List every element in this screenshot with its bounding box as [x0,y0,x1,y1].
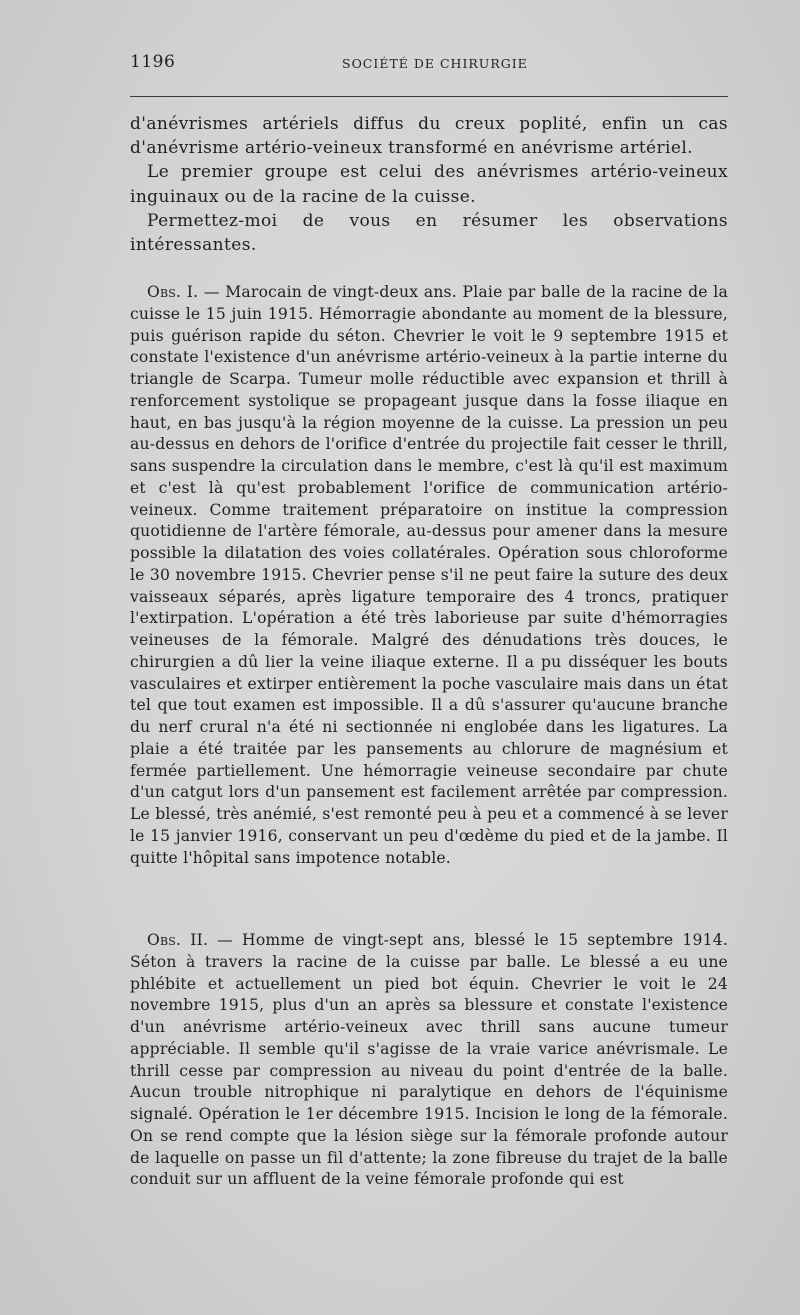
intro-paragraph-observations: Permettez-moi de vous en résumer les observations intéressantes. [130,210,728,256]
observation-1-paragraph [130,282,728,869]
intro-section [130,112,728,257]
intro-paragraph-continued: d'anévrismes artériels diffus du creux poplité, enfin un cas d'anévrisme artério-veineux transformé en anévrisme artériel. [130,114,728,159]
observation-2-text: — Homme de vingt-sept ans, blessé le 15 septembre 1914. Séton à travers la racine de la cuisse par balle. Le blessé a eu une phlébite et actuellement un pied bot équin. Chevrier le voit le 24 novembre 1915, plus d'un an après sa blessure et constate l'existence d'un anévrisme artério-veineux avec thrill sans aucune tumeur appréciable. Il semble qu'il s'agisse de la vraie varice anévrismale. Le thrill cesse par compression au niveau du point d'entrée de la balle. Aucun trouble nitrophique ni paralytique en dehors de l'équinisme signalé. Opération le 1er décembre 1915. Incision le long de la fémorale. On se rend compte que la lésion siège sur la fémorale profonde autour de laquelle on passe un fil d'attente; la zone fibreuse du trajet de la balle conduit sur un affluent de la veine fémorale profonde qui est [130,931,728,1189]
running-title: SOCIÉTÉ DE CHIRURGIE [342,56,528,71]
header-rule [130,96,728,97]
page-number: 1196 [130,52,176,72]
intro-paragraph-first-group: Le premier groupe est celui des anévrismes artério-veineux inguinaux ou de la racine de la cuisse. [130,162,728,207]
observation-1 [130,282,728,869]
observation-2-label: Obs. II. [147,931,209,949]
observation-2-paragraph [130,930,728,1191]
observation-2 [130,930,728,1191]
observation-1-label: Obs. I. [147,283,199,301]
page-header [130,52,730,76]
observation-1-text: — Marocain de vingt-deux ans. Plaie par balle de la racine de la cuisse le 15 juin 1915. Hémorragie abondante au moment de la blessure, puis guérison rapide du séton. Chevrier le voit le 9 septembre 1915 et constate l'existence d'un anévrisme artério-veineux à la partie interne du triangle de Scarpa. Tumeur molle réductible avec expansion et thrill à renforcement systolique se propageant jusque dans la fosse iliaque en haut, en bas jusqu'à la région moyenne de la cuisse. La pression un peu au-dessus en dehors de l'orifice d'entrée du projectile fait cesser le thrill, sans suspendre la circulation dans le membre, c'est là qu'il est maximum et c'est là qu'est probablement l'orifice de communication artério-veineux. Comme traitement préparatoire on institue la compression quotidienne de l'artère fémorale, au-dessus pour amener dans la mesure possible la dilatation des voies collatérales. Opération sous chloroforme le 30 novembre 1915. Chevrier pense s'il ne peut faire la suture des deux vaisseaux séparés, après ligature temporaire des 4 troncs, pratiquer l'extirpation. L'opération a été très laborieuse par suite d'hémorragies veineuses de la fémorale. Malgré des dénudations très douces, le chirurgien a dû lier la veine iliaque externe. Il a pu disséquer les bouts vasculaires et extirper entièrement la poche vasculaire mais dans un état tel que tout examen est impossible. Il a dû s'assurer qu'aucune branche du nerf crural n'a été ni sectionnée ni englobée dans les ligatures. La plaie a été traitée par les pansements au chlorure de magnésium et fermée partiellement. Une hémorragie veineuse secondaire par chute d'un catgut lors d'un pansement est facilement arrêtée par compression. Le blessé, très anémié, s'est remonté peu à peu et a commencé à se lever le 15 janvier 1916, conservant un peu d'œdème du pied et de la jambe. Il quitte l'hôpital sans impotence notable. [130,283,728,867]
